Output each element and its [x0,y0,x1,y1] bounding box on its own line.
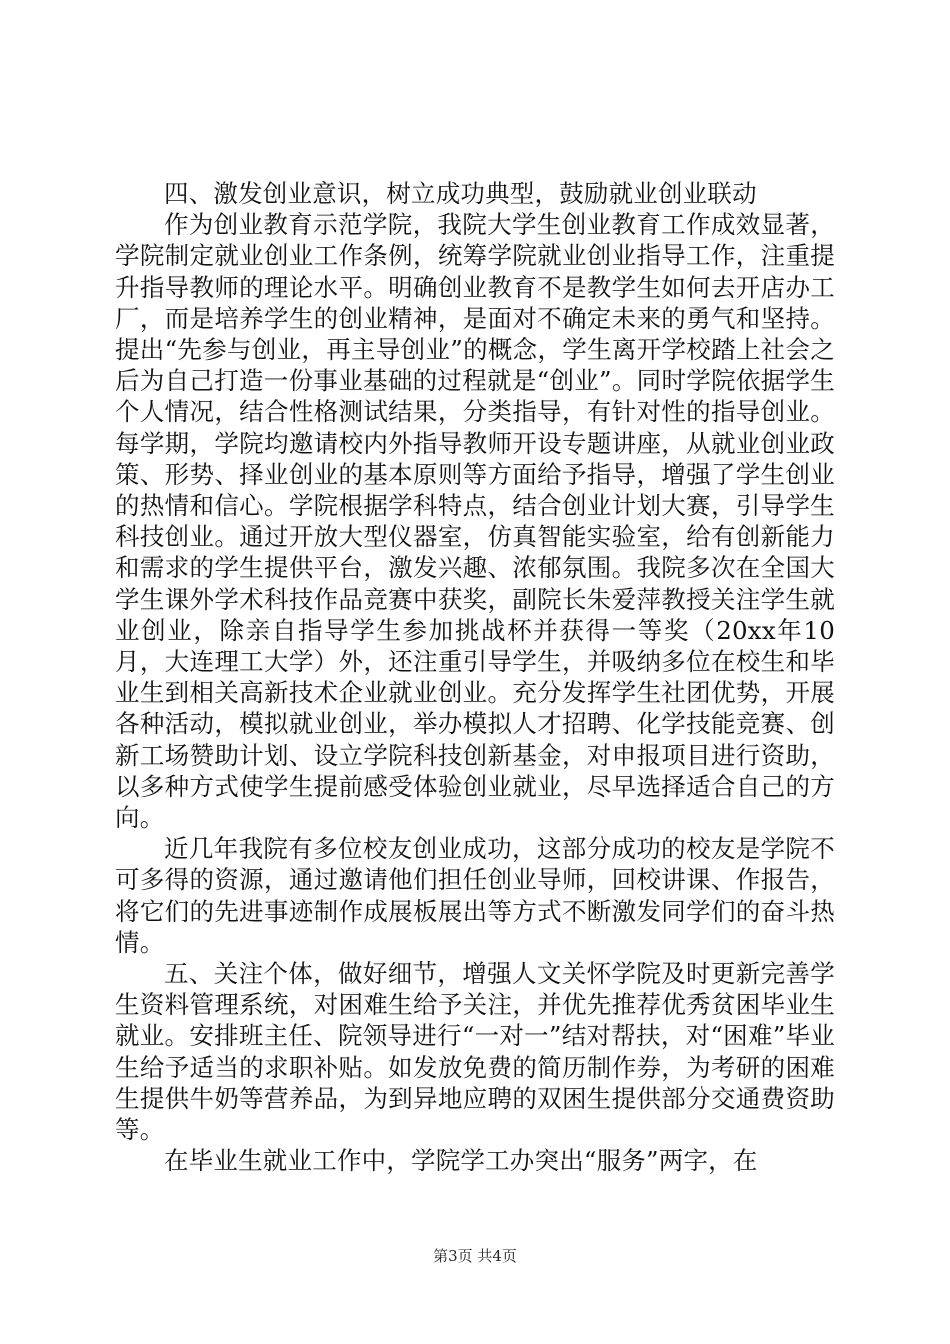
paragraph-entrepreneurship-education: 作为创业教育示范学院，我院大学生创业教育工作成效显著，学院制定就业创业工作条例，统筹学院就业创业指导工作，注重提升指导教师的理论水平。明确创业教育不是教学生如何去开店办工厂，而是培养学生的创业精神，是面对不确定未来的勇气和坚持。提出“先参与创业，再主导创业”的概念，学生离开学校踏上社会之后为自己打造一份事业基础的过程就是“创业”。同时学院依据学生个人情况，结合性格测试结果，分类指导，有针对性的指导创业。每学期，学院均邀请校内外指导教师开设专题讲座，从就业创业政策、形势、择业创业的基本原则等方面给予指导，增强了学生创业的热情和信心。学院根据学科特点，结合创业计划大赛，引导学生科技创业。通过开放大型仪器室，仿真智能实验室，给有创新能力和需求的学生提供平台，激发兴趣、浓郁氛围。我院多次在全国大学生课外学术科技作品竞赛中获奖，副院长朱爱萍教授关注学生就业创业，除亲自指导学生参加挑战杯并获得一等奖（20xx年10月，大连理工大学）外，还注重引导学生，并吸纳多位在校生和毕业生到相关高新技术企业就业创业。充分发挥学生社团优势，开展各种活动，模拟就业创业，举办模拟人才招聘、化学技能竞赛、创新工场赞助计划、设立学院科技创新基金，对申报项目进行资助，以多种方式使学生提前感受体验创业就业，尽早选择适合自己的方向。 [115,210,835,833]
document-body [115,178,835,1177]
section-four-heading: 四、激发创业意识，树立成功典型，鼓励就业创业联动 [164,179,757,208]
section-five-paragraph: 五、关注个体，做好细节，增强人文关怀学院及时更新完善学生资料管理系统，对困难生给予关注，并优先推荐优秀贫困毕业生就业。安排班主任、院领导进行“一对一”结对帮扶，对“困难”毕业生给予适当的求职补贴。如发放免费的简历制作券，为考研的困难生提供牛奶等营养品，为到异地应聘的双困生提供部分交通费资助等。 [115,959,835,1145]
paragraph-alumni: 近几年我院有多位校友创业成功，这部分成功的校友是学院不可多得的资源，通过邀请他们担任创业导师，回校讲课、作报告，将它们的先进事迹制作成展板展出等方式不断激发同学们的奋斗热情。 [115,834,835,957]
page-number-footer: 第3页 共4页 [433,1247,517,1265]
paragraph-graduate-service: 在毕业生就业工作中，学院学工办突出“服务”两字，在 [164,1146,758,1176]
